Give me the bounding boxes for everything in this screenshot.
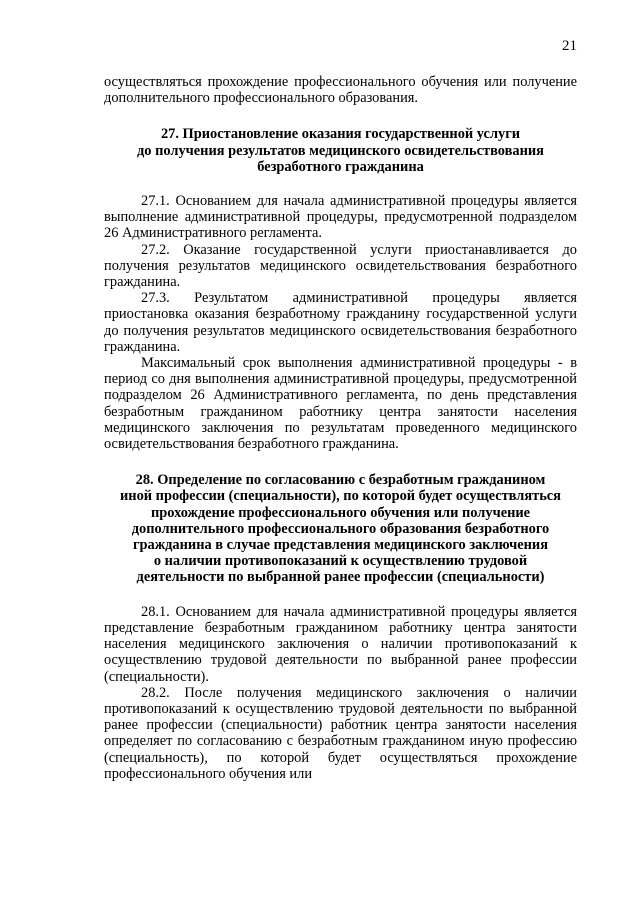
heading-line: 28. Определение по согласованию с безработным гражданином — [135, 472, 546, 489]
heading-line: дополнительного профессионального образования безработного — [131, 520, 550, 537]
section-heading-27 — [104, 126, 577, 175]
paragraph-28-2: 28.2. После получения медицинского заключения о наличии противопоказаний к осуществлению трудовой деятельности по выбранной ранее профессии (специальности) работник центра занятости населения определяет по согласованию с безработным гражданином иную профессию (специальность), по которой будет осуществляться прохождение профессионального обучения или — [104, 684, 577, 782]
spacer — [104, 106, 577, 126]
heading-line: о наличии противопоказаний к осуществлению трудовой — [153, 553, 528, 570]
paragraph-28-1: 28.1. Основанием для начала административной процедуры является представление безработным гражданином работнику центра занятости населения медицинского заключения о наличии противопоказаний к осуществлению трудовой деятельности по выбранной ранее профессии (специальности). — [104, 603, 577, 685]
paragraph-continuation: осуществляться прохождение профессионального обучения или получение дополнительного профессионального образования. — [104, 74, 577, 107]
heading-line: деятельности по выбранной ранее профессии (специальности) — [136, 569, 545, 586]
section-heading-28 — [104, 472, 577, 585]
heading-line: гражданина в случае представления медицинского заключения — [132, 537, 548, 554]
paragraph-27-2: 27.2. Оказание государственной услуги приостанавливается до получения результатов медицинского освидетельствования безработного гражданина. — [104, 241, 577, 291]
heading-line: прохождение профессионального обучения или получение — [150, 504, 531, 521]
heading-line: 27. Приостановление оказания государственной услуги — [160, 126, 521, 143]
heading-line: иной профессии (специальности), по которой будет осуществляться — [120, 488, 561, 505]
paragraph-max-term: Максимальный срок выполнения административной процедуры - в период со дня выполнения административной процедуры, предусмотренной подразделом 26 Административного регламента, по день представления безработным гражданином работнику центра занятости населения медицинского заключения по результатам проведенного медицинского освидетельствования безработного гражданина. — [104, 355, 577, 453]
paragraph-27-1: 27.1. Основанием для начала административной процедуры является выполнение административной процедуры, предусмотренной подразделом 26 Административного регламента. — [104, 193, 577, 242]
spacer — [104, 586, 577, 604]
heading-line: безработного гражданина — [257, 158, 424, 175]
paragraph-27-3: 27.3. Результатом административной процедуры является приостановка оказания безработному гражданину государственной услуги до получения результатов медицинского освидетельствования безработного гражданина. — [104, 290, 577, 355]
page-content — [104, 74, 577, 782]
spacer — [104, 452, 577, 472]
page-number: 21 — [562, 38, 577, 54]
heading-line: до получения результатов медицинского освидетельствования — [137, 142, 544, 159]
spacer — [104, 175, 577, 193]
